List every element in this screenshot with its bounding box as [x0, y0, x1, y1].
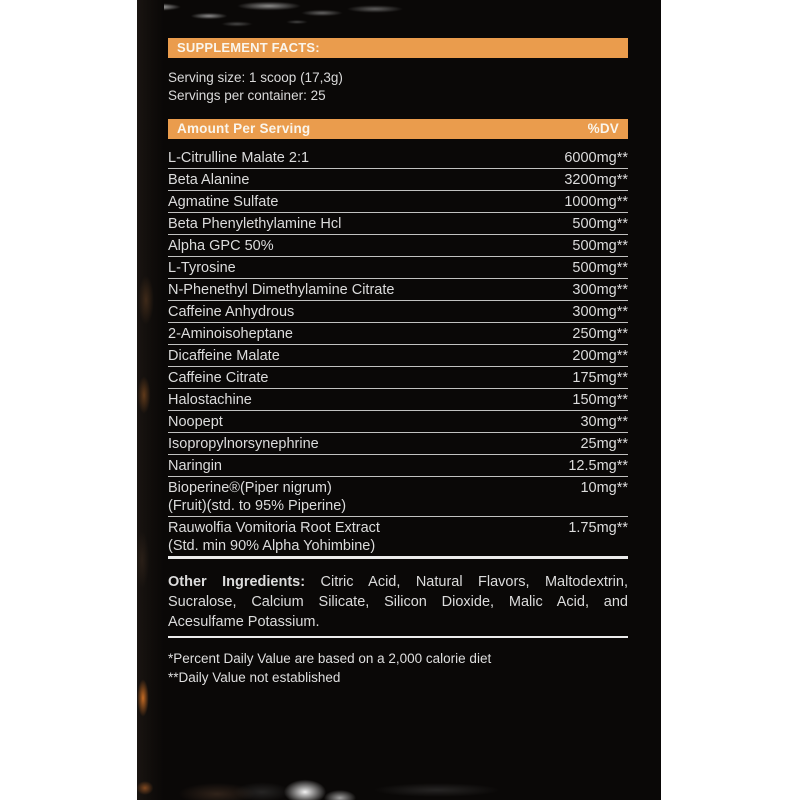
ingredient-row: [168, 455, 628, 477]
ingredient-row: [168, 367, 628, 389]
ingredient-row: [168, 235, 628, 257]
ingredient-name-block: [168, 519, 380, 555]
ingredient-table: [168, 147, 628, 559]
ingredient-amount: 10mg**: [580, 480, 628, 496]
dv-not-established-footnote: **Daily Value not established: [168, 670, 341, 685]
ingredient-amount: 175mg**: [572, 370, 628, 386]
ingredient-row: [168, 517, 628, 559]
ingredient-name-block: [168, 259, 236, 277]
ingredient-amount: 500mg**: [572, 260, 628, 276]
ingredient-name: N-Phenethyl Dimethylamine Citrate: [168, 282, 395, 298]
ingredient-name-block: [168, 237, 274, 255]
product-label-photo: [137, 0, 661, 800]
ingredient-amount: 300mg**: [572, 282, 628, 298]
ingredient-amount: 12.5mg**: [568, 458, 628, 474]
ingredient-name-detail: (Fruit)(std. to 95% Piperine): [168, 498, 347, 514]
ingredient-name: 2-Aminoisoheptane: [168, 326, 293, 342]
ingredient-row: [168, 433, 628, 455]
supplement-facts-header: [168, 38, 628, 58]
ingredient-amount: 1000mg**: [564, 194, 628, 210]
servings-per-container-line: Servings per container: 25: [168, 88, 326, 103]
ingredient-row: [168, 301, 628, 323]
ingredient-name-block: [168, 413, 223, 431]
ingredient-amount: 1.75mg**: [568, 520, 628, 536]
ingredient-name: Bioperine®(Piper nigrum): [168, 480, 332, 496]
ingredient-name-block: [168, 193, 278, 211]
ingredient-name-block: [168, 149, 309, 167]
ingredient-row: [168, 279, 628, 301]
ingredient-name: Beta Alanine: [168, 172, 250, 188]
ingredient-name-detail: (Std. min 90% Alpha Yohimbine): [168, 538, 376, 554]
serving-size-line: Serving size: 1 scoop (17,3g): [168, 70, 343, 85]
ingredient-name: Rauwolfia Vomitoria Root Extract: [168, 520, 380, 536]
ingredient-amount: 30mg**: [580, 414, 628, 430]
other-ingredients-lead: Other Ingredients:: [168, 574, 306, 590]
ingredient-name-block: [168, 479, 346, 515]
ingredient-name-block: [168, 303, 294, 321]
other-ingredients-line1-rest: Citric Acid, Natural Flavors, Maltodextrin,: [305, 574, 628, 590]
ingredient-row: [168, 477, 628, 517]
ingredient-amount: 6000mg**: [564, 150, 628, 166]
ingredient-name: Beta Phenylethylamine Hcl: [168, 216, 342, 232]
ingredient-row: [168, 213, 628, 235]
ingredient-amount: 200mg**: [572, 348, 628, 364]
amount-header-label: Amount Per Serving: [177, 121, 311, 136]
other-ingredients-line2: Sucralose, Calcium Silicate, Silicon Dioxide, Malic Acid, and: [168, 594, 628, 610]
label-edge-artwork: [137, 0, 164, 800]
percent-dv-footnote: *Percent Daily Value are based on a 2,000 calorie diet: [168, 651, 492, 666]
ingredient-row: [168, 411, 628, 433]
ingredient-amount: 150mg**: [572, 392, 628, 408]
serving-info: [168, 69, 628, 105]
ingredient-name-block: [168, 369, 268, 387]
grunge-texture-top: [137, 0, 437, 30]
ingredient-amount: 3200mg**: [564, 172, 628, 188]
ingredient-row: [168, 169, 628, 191]
other-ingredients-section: [168, 572, 628, 638]
grunge-texture-bottom: [137, 758, 661, 800]
amount-per-serving-header: [168, 119, 628, 139]
ingredient-name-block: [168, 391, 252, 409]
footnotes: [168, 649, 628, 687]
ingredient-name: L-Citrulline Malate 2:1: [168, 150, 310, 166]
ingredient-name: L-Tyrosine: [168, 260, 236, 276]
ingredient-name-block: [168, 435, 319, 453]
ingredient-amount: 300mg**: [572, 304, 628, 320]
ingredient-name-block: [168, 325, 293, 343]
ingredient-name: Caffeine Anhydrous: [168, 304, 295, 320]
ingredient-amount: 250mg**: [572, 326, 628, 342]
ingredient-row: [168, 345, 628, 367]
ingredient-name-block: [168, 281, 394, 299]
ingredient-name: Alpha GPC 50%: [168, 238, 274, 254]
ingredient-name: Caffeine Citrate: [168, 370, 269, 386]
ingredient-amount: 500mg**: [572, 238, 628, 254]
ingredient-amount: 25mg**: [580, 436, 628, 452]
ingredient-amount: 500mg**: [572, 216, 628, 232]
ingredient-name: Agmatine Sulfate: [168, 194, 279, 210]
ingredient-row: [168, 323, 628, 345]
ingredient-name-block: [168, 457, 222, 475]
ingredient-row: [168, 257, 628, 279]
ingredient-name-block: [168, 171, 249, 189]
ingredient-row: [168, 147, 628, 169]
ingredient-name: Noopept: [168, 414, 223, 430]
ingredient-name: Halostachine: [168, 392, 252, 408]
ingredient-name: Isopropylnorsynephrine: [168, 436, 319, 452]
ingredient-row: [168, 389, 628, 411]
other-ingredients-line1: [168, 572, 628, 592]
ingredient-name-block: [168, 347, 280, 365]
other-ingredients-line3: Acesulfame Potassium.: [168, 614, 320, 630]
ingredient-row: [168, 191, 628, 213]
supplement-facts-title: SUPPLEMENT FACTS:: [177, 40, 320, 55]
ingredient-name: Naringin: [168, 458, 222, 474]
ingredient-name-block: [168, 215, 341, 233]
ingredient-name: Dicaffeine Malate: [168, 348, 280, 364]
supplement-facts-panel: [168, 38, 628, 687]
dv-header-label: %DV: [587, 121, 619, 136]
